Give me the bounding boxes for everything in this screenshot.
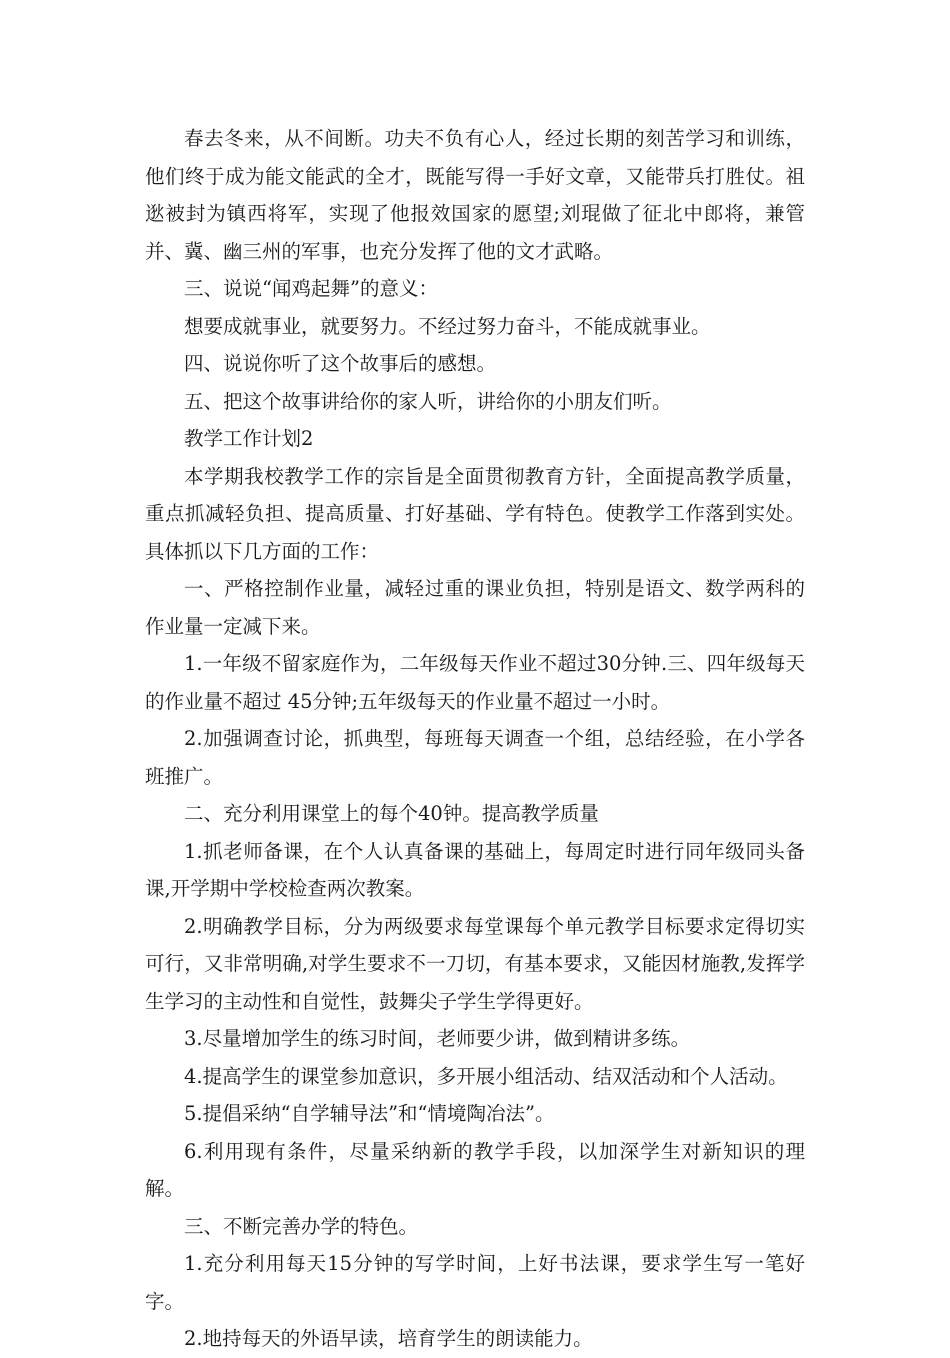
paragraph: 本学期我校教学工作的宗旨是全面贯彻教育方针，全面提高教学质量，重点抓减轻负担、提高质量、打好基础、学有特色。使教学工作落到实处。具体抓以下几方面的工作： xyxy=(145,464,805,563)
paragraph: 1.一年级不留家庭作为，二年级每天作业不超过30分钟.三、四年级每天的作业量不超过 45分钟;五年级每天的作业量不超过一小时。 xyxy=(145,652,805,713)
paragraph: 5.提倡采纳“自学辅导法”和“情境陶冶法”。 xyxy=(184,1102,555,1125)
paragraph: 2.明确教学目标，分为两级要求每堂课每个单元教学目标要求定得切实可行，又非常明确,对学生要求不一刀切，有基本要求，又能因材施教,发挥学生学习的主动性和自觉性，鼓舞尖子学生学得更好。 xyxy=(145,914,805,1013)
paragraph: 6.利用现有条件，尽量采纳新的教学手段，以加深学生对新知识的理解。 xyxy=(145,1139,805,1200)
paragraph: 春去冬来，从不间断。功夫不负有心人，经过长期的刻苦学习和训练，他们终于成为能文能武的全才，既能写得一手好文章，又能带兵打胜仗。祖逖被封为镇西将军，实现了他报效国家的愿望;刘琨做了征北中郎将，兼管并、冀、幽三州的军事，也充分发挥了他的文才武略。 xyxy=(145,127,805,263)
paragraph: 1.充分利用每天15分钟的写学时间，上好书法课，要求学生写一笔好字。 xyxy=(145,1252,805,1313)
paragraph: 想要成就事业，就要努力。不经过努力奋斗，不能成就事业。 xyxy=(184,314,711,338)
paragraph: 2.地持每天的外语早读，培育学生的朗读能力。 xyxy=(184,1327,593,1350)
paragraph: 3.尽量增加学生的练习时间，老师要少讲，做到精讲多练。 xyxy=(184,1027,691,1050)
paragraph: 四、说说你听了这个故事后的感想。 xyxy=(184,352,497,375)
paragraph: 4.提高学生的课堂参加意识，多开展小组活动、结双活动和个人活动。 xyxy=(184,1064,788,1088)
paragraph: 二、充分利用课堂上的每个40钟。提高教学质量 xyxy=(184,802,599,825)
document-body xyxy=(145,120,805,1358)
paragraph: 三、不断完善办学的特色。 xyxy=(184,1214,419,1238)
paragraph: 2.加强调查讨论，抓典型，每班每天调查一个组，总结经验，在小学各班推广。 xyxy=(145,727,805,788)
paragraph: 三、说说“闻鸡起舞”的意义： xyxy=(184,277,438,300)
paragraph: 五、把这个故事讲给你的家人听，讲给你的小朋友们听。 xyxy=(184,389,672,413)
section-heading: 教学工作计划2 xyxy=(184,427,314,450)
paragraph: 1.抓老师备课，在个人认真备课的基础上，每周定时进行同年级同头备课,开学期中学校检查两次教案。 xyxy=(145,839,805,900)
paragraph: 一、严格控制作业量，减轻过重的课业负担，特别是语文、数学两科的作业量一定减下来。 xyxy=(145,577,805,638)
